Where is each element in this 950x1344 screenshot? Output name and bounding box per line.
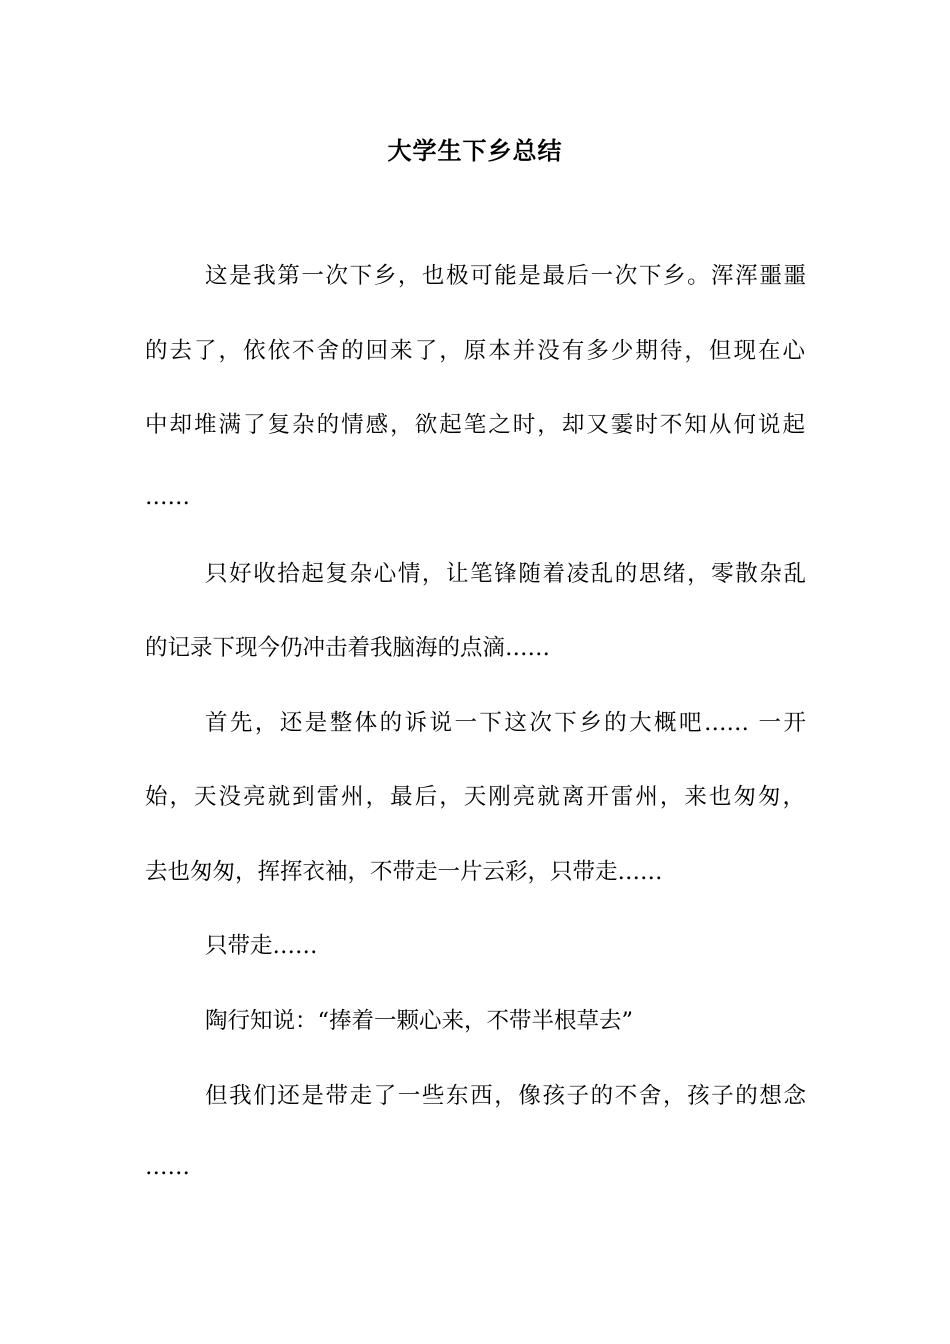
- paragraph-6-line-1: 但我们还是带走了一些东西，像孩子的不舍，孩子的想念: [205, 1083, 806, 1109]
- paragraph-1-line-1: 这是我第一次下乡，也极可能是最后一次下乡。浑浑噩噩: [205, 263, 806, 289]
- paragraph-2-line-1: 只好收拾起复杂心情，让笔锋随着凌乱的思绪，零散杂乱: [205, 561, 806, 587]
- document-title: 大学生下乡总结: [387, 136, 563, 165]
- paragraph-1-line-4: ……: [145, 484, 190, 510]
- paragraph-3-line-3: 去也匆匆，挥挥衣袖，不带走一片云彩，只带走……: [145, 859, 663, 885]
- paragraph-3-line-1: 首先，还是整体的诉说一下这次下乡的大概吧…… 一开: [205, 710, 806, 736]
- paragraph-2-line-2: 的记录下现今仍冲击着我脑海的点滴……: [145, 635, 551, 661]
- paragraph-5-line-1: 陶行知说：“捧着一颗心来，不带半根草去”: [205, 1008, 634, 1034]
- paragraph-1-line-3: 中却堆满了复杂的情感，欲起笔之时，却又霎时不知从何说起: [145, 412, 805, 438]
- paragraph-3-line-2: 始，天没亮就到雷州，最后，天刚亮就离开雷州，来也匆匆，: [145, 784, 805, 810]
- paragraph-4-line-1: 只带走……: [205, 933, 318, 959]
- paragraph-1-line-2: 的去了，依依不舍的回来了，原本并没有多少期待，但现在心: [145, 338, 805, 364]
- paragraph-6-line-2: ……: [145, 1154, 190, 1180]
